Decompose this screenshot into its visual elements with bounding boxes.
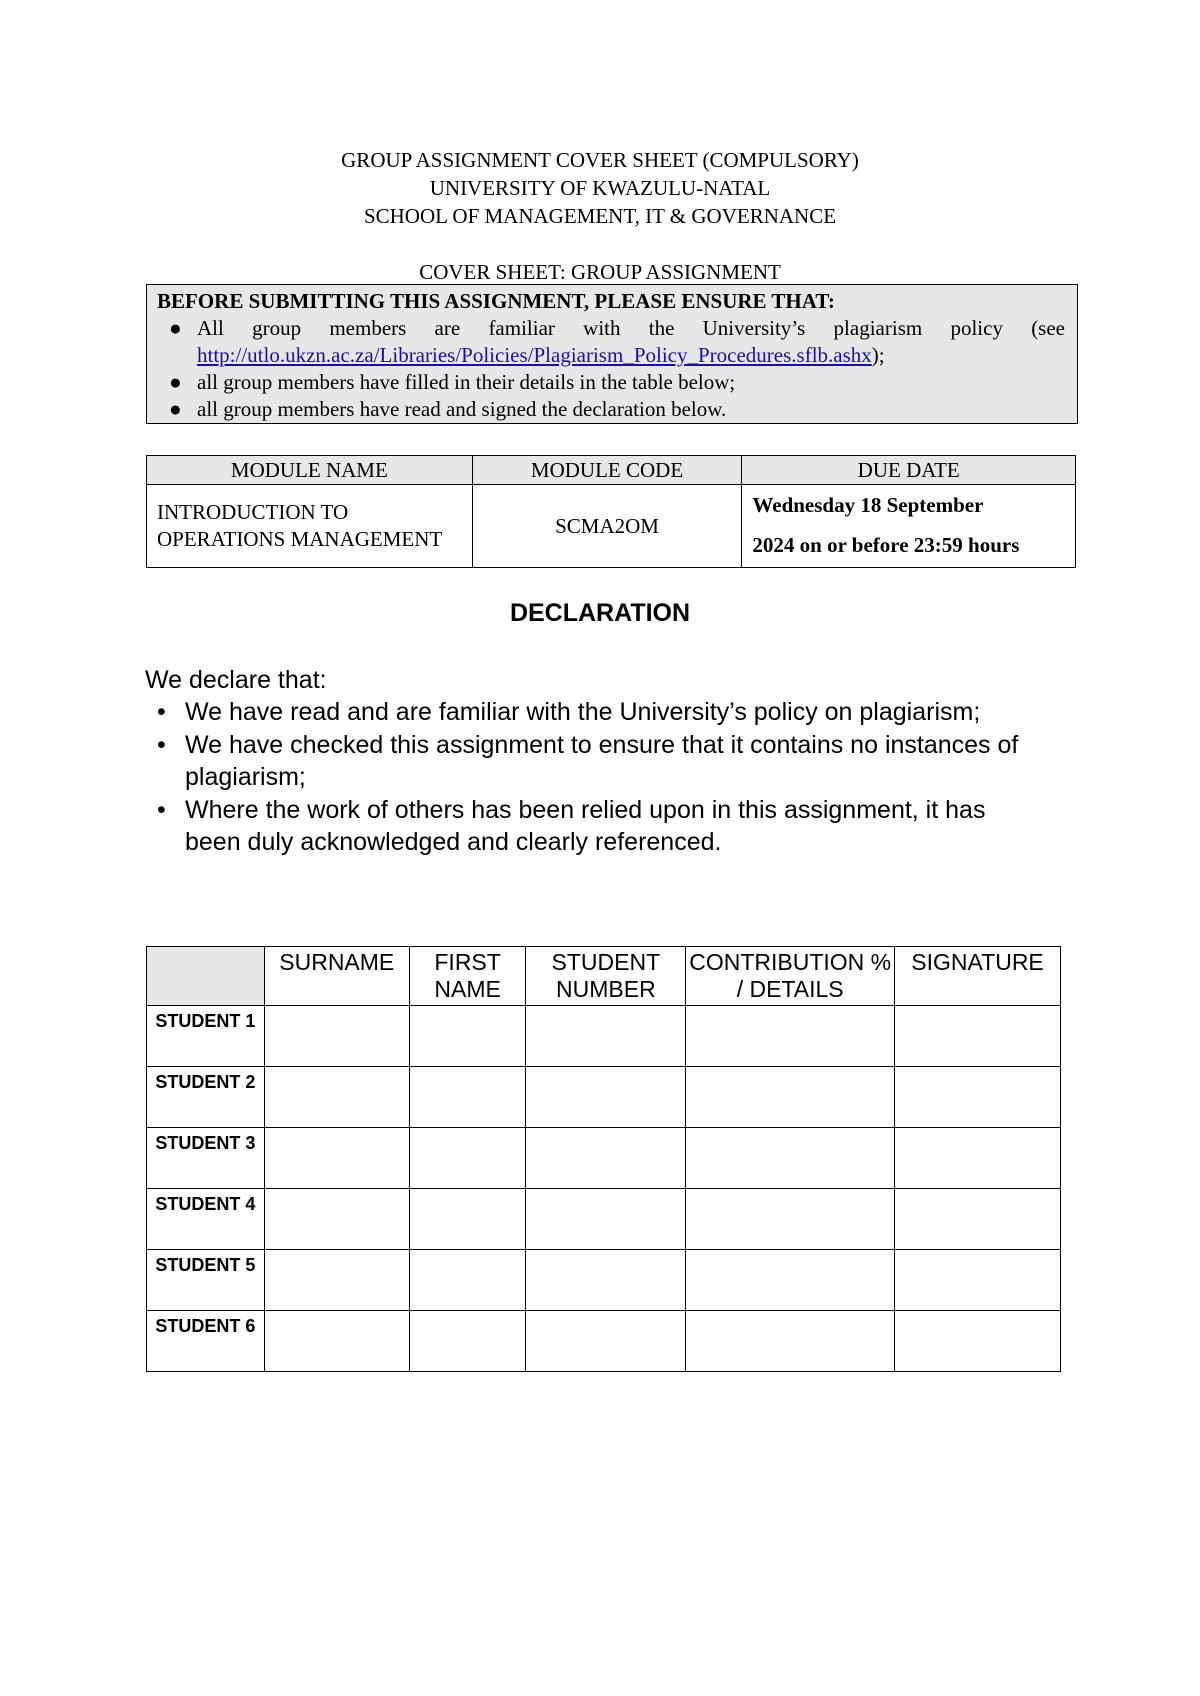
surname-cell[interactable]: [264, 1311, 409, 1372]
ensure-item-policy: [157, 315, 1065, 369]
module-info-table: [146, 455, 1076, 568]
table-row: [147, 1128, 1061, 1189]
contribution-cell[interactable]: [686, 1128, 895, 1189]
bullet-icon: ●: [169, 370, 182, 394]
table-row: [147, 1311, 1061, 1372]
table-row: [147, 1006, 1061, 1067]
module-name-header: MODULE NAME: [147, 456, 473, 485]
first-name-cell[interactable]: [409, 1128, 526, 1189]
ensure-checklist-box: [146, 284, 1078, 424]
due-date-header: DUE DATE: [742, 456, 1076, 485]
student-number-cell[interactable]: [526, 1250, 686, 1311]
declaration-intro: We declare that:: [145, 666, 327, 694]
due-date-line-2: 2024 on or before 23:59 hours: [752, 533, 1020, 557]
student-number-cell[interactable]: [526, 1311, 686, 1372]
student-row-label: STUDENT 3: [147, 1128, 265, 1189]
table-row: [147, 1189, 1061, 1250]
student-row-label: STUDENT 4: [147, 1189, 265, 1250]
first-name-cell[interactable]: [409, 1006, 526, 1067]
surname-cell[interactable]: [264, 1250, 409, 1311]
contribution-cell[interactable]: [686, 1067, 895, 1128]
contribution-cell[interactable]: [686, 1189, 895, 1250]
first-name-cell[interactable]: [409, 1250, 526, 1311]
student-number-cell[interactable]: [526, 1067, 686, 1128]
surname-cell[interactable]: [264, 1067, 409, 1128]
ensure-item-policy-text: All group members are familiar with the University’s plagiarism policy (see: [197, 316, 1065, 340]
signature-cell[interactable]: [895, 1250, 1061, 1311]
student-number-cell[interactable]: [526, 1128, 686, 1189]
student-number-cell[interactable]: [526, 1189, 686, 1250]
plagiarism-policy-link[interactable]: http://utlo.ukzn.ac.za/Libraries/Policies/Plagiarism_Policy_Procedures.sflb.ashx: [197, 343, 872, 367]
first-name-cell[interactable]: [409, 1067, 526, 1128]
ensure-title: BEFORE SUBMITTING THIS ASSIGNMENT, PLEASE ENSURE THAT:: [157, 289, 835, 313]
due-date-cell: [742, 485, 1076, 568]
first-name-header: FIRST NAME: [409, 947, 526, 1006]
student-number-cell[interactable]: [526, 1006, 686, 1067]
ensure-item-declaration-text: all group members have read and signed the declaration below.: [197, 397, 727, 421]
surname-header: SURNAME: [264, 947, 409, 1006]
ensure-item-policy-suffix: );: [871, 343, 885, 367]
declaration-item-1: [145, 696, 1045, 729]
signature-cell[interactable]: [895, 1128, 1061, 1189]
student-row-label: STUDENT 2: [147, 1067, 265, 1128]
signature-cell[interactable]: [895, 1067, 1061, 1128]
module-code-cell: SCMA2OM: [472, 485, 742, 568]
first-name-cell[interactable]: [409, 1189, 526, 1250]
bullet-icon: •: [157, 795, 166, 824]
declaration-item-text: We have read and are familiar with the University’s policy on plagiarism;: [185, 698, 981, 726]
student-number-header: STUDENT NUMBER: [526, 947, 686, 1006]
document-header: [0, 146, 1200, 230]
module-code-header: MODULE CODE: [472, 456, 742, 485]
table-row: [147, 1250, 1061, 1311]
bullet-icon: ●: [169, 316, 182, 340]
due-date-line-1: Wednesday 18 September: [752, 493, 984, 517]
cover-sheet-title: COVER SHEET: GROUP ASSIGNMENT: [419, 260, 781, 284]
contribution-cell[interactable]: [686, 1250, 895, 1311]
student-row-label: STUDENT 5: [147, 1250, 265, 1311]
surname-cell[interactable]: [264, 1006, 409, 1067]
contribution-header: CONTRIBUTION % / DETAILS: [686, 947, 895, 1006]
ensure-item-declaration: [157, 396, 1065, 423]
student-row-label: STUDENT 6: [147, 1311, 265, 1372]
declaration-item-3: [145, 794, 1045, 859]
module-name-cell: INTRODUCTION TO OPERATIONS MANAGEMENT: [147, 485, 473, 568]
declaration-list: [145, 696, 1045, 859]
surname-cell[interactable]: [264, 1189, 409, 1250]
signature-cell[interactable]: [895, 1006, 1061, 1067]
declaration-heading: DECLARATION: [509, 599, 691, 627]
bullet-icon: •: [157, 730, 166, 759]
header-line-1: GROUP ASSIGNMENT COVER SHEET (COMPULSORY): [341, 148, 859, 172]
contribution-cell[interactable]: [686, 1311, 895, 1372]
ensure-list: [157, 315, 1065, 423]
surname-cell[interactable]: [264, 1128, 409, 1189]
signature-header: SIGNATURE: [895, 947, 1061, 1006]
ensure-item-details-text: all group members have filled in their details in the table below;: [197, 370, 736, 394]
declaration-item-text: We have checked this assignment to ensure that it contains no instances of plagiarism;: [185, 730, 1019, 791]
ensure-item-details: [157, 369, 1065, 396]
first-name-cell[interactable]: [409, 1311, 526, 1372]
bullet-icon: ●: [169, 397, 182, 421]
signature-cell[interactable]: [895, 1189, 1061, 1250]
contribution-cell[interactable]: [686, 1006, 895, 1067]
table-row: [147, 1067, 1061, 1128]
signature-cell[interactable]: [895, 1311, 1061, 1372]
declaration-item-text: Where the work of others has been relied upon in this assignment, it has been duly acknowledged and clearly referenced.: [185, 795, 986, 856]
bullet-icon: •: [157, 698, 166, 726]
corner-header-cell: [147, 947, 265, 1006]
header-line-3: SCHOOL OF MANAGEMENT, IT & GOVERNANCE: [363, 204, 837, 228]
declaration-item-2: [145, 729, 1045, 794]
header-line-2: UNIVERSITY OF KWAZULU-NATAL: [429, 176, 771, 200]
student-details-table: [146, 946, 1061, 1372]
student-row-label: STUDENT 1: [147, 1006, 265, 1067]
